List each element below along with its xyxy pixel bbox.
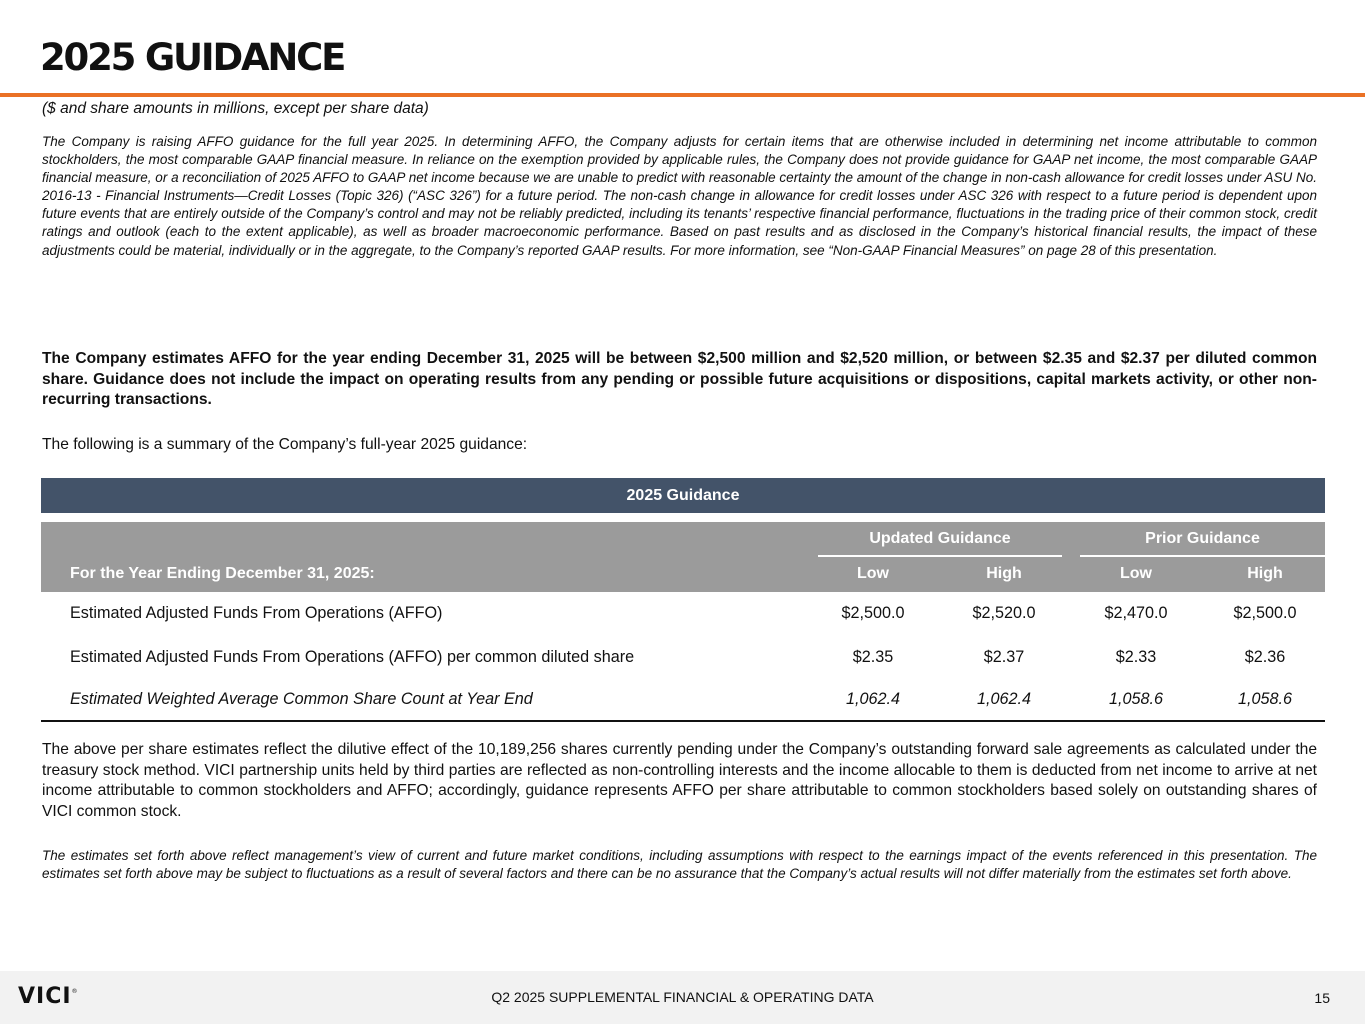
updated-low-header: Low bbox=[857, 565, 889, 582]
updated-low-value: $2,500.0 bbox=[841, 604, 905, 622]
page-title: 2025 GUIDANCE bbox=[40, 36, 345, 79]
logo-text: VICI bbox=[18, 984, 72, 1009]
updated-low-value: $2.35 bbox=[852, 648, 894, 666]
updated-high-header: High bbox=[986, 565, 1022, 582]
logo-mark: ® bbox=[71, 988, 79, 995]
disclaimer-paragraph: The estimates set forth above reflect management’s view of current and future market conditions, including assumptions with respect to the earnings impact of the events referenced in this presentation. The estimates set forth above may be subject to fluctuations as a result of several factors and there can be no assurance that the Company’s actual results will not differ materially from the estimates set forth above. bbox=[42, 848, 1317, 882]
table-row bbox=[41, 680, 1325, 720]
guidance-table-title bbox=[41, 478, 1325, 513]
prior-high-value: $2,500.0 bbox=[1233, 604, 1297, 622]
prior-low-value: 1,058.6 bbox=[1108, 690, 1163, 708]
estimate-paragraph: The Company estimates AFFO for the year ending December 31, 2025 will be between $2,500 million and $2,520 million, or between $2.35 and $2.37 per diluted common share. Guidance does not include the impact on operating results from any pending or possible future acquisitions or dispositions, capital markets activity, or other non-recurring transactions. bbox=[42, 350, 1317, 408]
footer bbox=[0, 971, 1365, 1024]
guidance-table-title-text: 2025 Guidance bbox=[626, 486, 740, 504]
updated-high-value: $2.37 bbox=[983, 648, 1025, 666]
per-share-paragraph: The above per share estimates reflect the dilutive effect of the 10,189,256 shares currently pending under the Company’s outstanding forward sale agreements as calculated under the treasury stock method. VICI partnership units held by third parties are reflected as non-controlling interests and the income allocable to them is deducted from net income to arrive at net income attributable to common stockholders and AFFO; accordingly, guidance represents AFFO per share attributable to common stockholders based solely on outstanding shares of VICI common stock. bbox=[42, 741, 1317, 820]
prior-low-value: $2.33 bbox=[1115, 648, 1157, 666]
prior-low-header: Low bbox=[1120, 565, 1152, 582]
intro-paragraph: The Company is raising AFFO guidance for the full year 2025. In determining AFFO, the Company adjusts for certain items that are otherwise included in determining net income attributable to common stockholders, the most comparable GAAP financial measure. In reliance on the exemption provided by applicable rules, the Company does not provide guidance for GAAP net income, the most comparable GAAP financial measure, or a reconciliation of 2025 AFFO to GAAP net income because we are unable to predict with reasonable certainty the amount of the change in non-cash allowance for credit losses under ASU No. 2016-13 - Financial Instruments—Credit Losses (Topic 326) (“ASC 326”) for a future period. The non-cash change in allowance for credit losses under ASC 326 with respect to a future period is dependent upon future events that are entirely outside of the Company’s control and may not be reliably predicted, including its tenants’ respective financial performance, fluctuations in the trading price of their common stock, credit ratings and outlook (each to the extent applicable), as well as broader macroeconomic performance. Based on past results and as disclosed in the Company’s historical financial results, the impact of these adjustments could be material, individually or in the aggregate, to the Company’s reported GAAP results. For more information, see “Non-GAAP Financial Measures” on page 28 of this presentation. bbox=[42, 134, 1317, 258]
updated-guidance-header: Updated Guidance bbox=[818, 522, 1062, 557]
row-label: Estimated Weighted Average Common Share Count at Year End bbox=[70, 690, 533, 708]
updated-high-value: 1,062.4 bbox=[976, 690, 1031, 708]
prior-guidance-header: Prior Guidance bbox=[1080, 522, 1325, 557]
table-row bbox=[41, 638, 1325, 678]
table-row bbox=[41, 594, 1325, 634]
summary-line: The following is a summary of the Company’s full-year 2025 guidance: bbox=[42, 436, 528, 453]
footer-title: Q2 2025 SUPPLEMENTAL FINANCIAL & OPERATING DATA bbox=[491, 989, 874, 1005]
prior-high-value: $2.36 bbox=[1244, 648, 1286, 666]
prior-low-value: $2,470.0 bbox=[1104, 604, 1168, 622]
units-note: ($ and share amounts in millions, except per share data) bbox=[42, 100, 429, 117]
page-number: 15 bbox=[1314, 990, 1330, 1006]
prior-high-value: 1,058.6 bbox=[1237, 690, 1292, 708]
updated-low-value: 1,062.4 bbox=[845, 690, 900, 708]
title-divider bbox=[0, 93, 1365, 97]
guidance-table-header bbox=[41, 522, 1325, 592]
row-label: Estimated Adjusted Funds From Operations (AFFO) bbox=[70, 604, 443, 622]
table-bottom-rule bbox=[41, 720, 1325, 722]
updated-high-value: $2,520.0 bbox=[972, 604, 1036, 622]
row-header-label: For the Year Ending December 31, 2025: bbox=[70, 565, 375, 582]
row-label: Estimated Adjusted Funds From Operations (AFFO) per common diluted share bbox=[70, 648, 635, 666]
prior-high-header: High bbox=[1247, 565, 1283, 582]
